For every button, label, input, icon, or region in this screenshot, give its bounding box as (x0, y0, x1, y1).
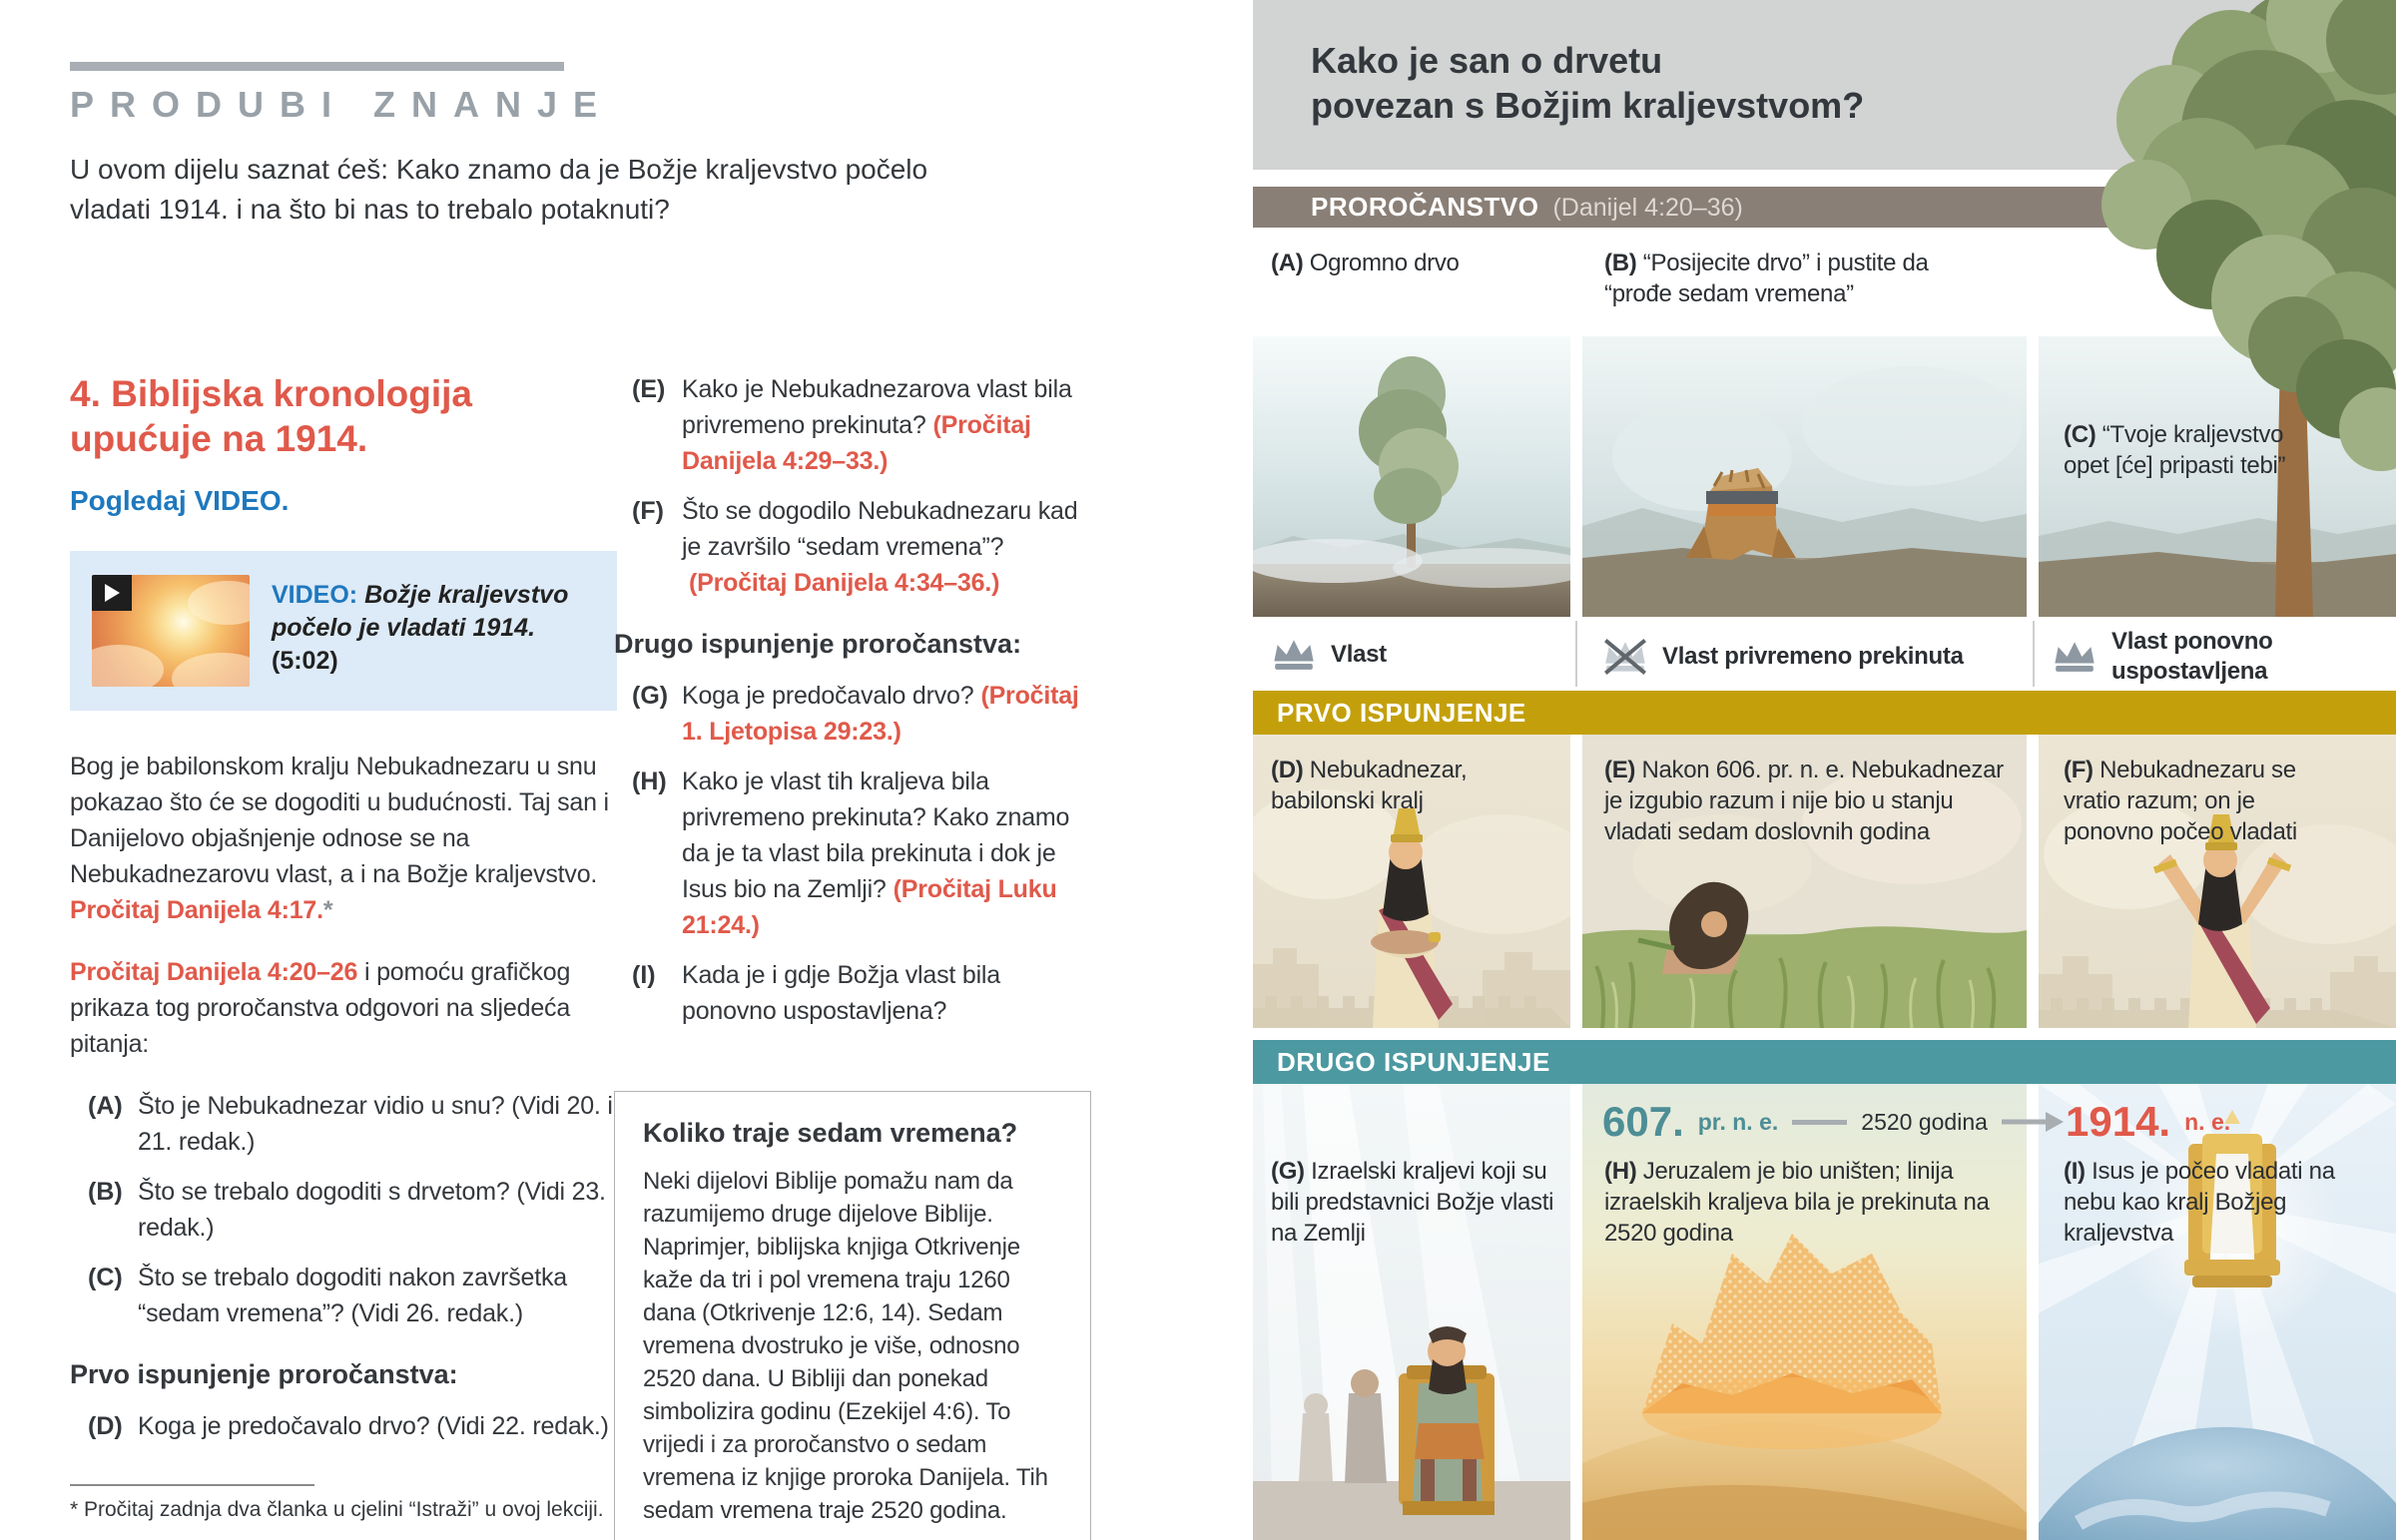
illustration-heavenly-throne (2039, 1084, 2396, 1540)
label-b (1604, 248, 1934, 309)
label-text: “Tvoje kraljevstvo opet [će] pripasti tebi” (2064, 421, 2286, 479)
paragraph-1-text: Bog je babilonskom kralju Nebukadnezaru u snu pokazao što će se dogoditi u budućnosti. Taj san i Danijelovo objašnjenje odnose se na Nebukadnezarovu vlast, a i na Božje kraljevstvo. (70, 753, 609, 888)
label-letter: (H) (1604, 1158, 1637, 1185)
label-letter: (D) (1271, 757, 1304, 783)
question-body: Koga je predočavalo drvo? (682, 682, 974, 710)
question-text (682, 493, 1091, 601)
video-thumbnail[interactable] (92, 575, 250, 687)
second-fulfillment-band: DRUGO ISPUNJENJE (1253, 1040, 2396, 1084)
footnote-block (70, 1484, 617, 1524)
label-letter: (E) (1604, 757, 1636, 783)
label-text: “Posijecite drvo” i pustite da “prođe sedam vremena” (1604, 250, 1929, 307)
legend-label: Vlast (1331, 641, 1387, 668)
question-text: Što je Nebukadnezar vidio u snu? (Vidi 20. i 21. redak.) (138, 1092, 613, 1156)
question-body: Kako je Nebukadnezarova vlast bila privremeno prekinuta? (682, 375, 1072, 439)
legend-divider (2033, 621, 2035, 687)
label-text: Isus je počeo vladati na nebu kao kralj Božjeg kraljevstva (2064, 1158, 2335, 1247)
question-item (632, 678, 1091, 750)
play-button-icon[interactable] (92, 575, 132, 611)
box-title: Koliko traje sedam vremena? (643, 1118, 1018, 1148)
footnote-mark: * (322, 896, 333, 924)
question-letter: (I) (632, 961, 656, 989)
kicker-rule (70, 62, 564, 71)
question-letter: (A) (88, 1092, 123, 1120)
question-letter: (B) (88, 1178, 123, 1206)
crown-icon (1271, 637, 1317, 673)
title-line-1: Kako je san o drvetu (1311, 40, 1663, 81)
video-title: Božje kraljevstvo počelo je vladati 1914. (272, 581, 569, 642)
timeline-span-label: 2520 godina (1861, 1108, 1988, 1135)
question-text: Što se trebalo dogoditi s drvetom? (Vidi 23. redak.) (138, 1178, 606, 1242)
video-duration: (5:02) (272, 647, 338, 675)
label-f (2064, 755, 2343, 847)
legend-rulership-interrupted (1602, 637, 1964, 677)
question-letter: (H) (632, 768, 667, 795)
question-item (88, 1408, 617, 1444)
large-tree-illustration (2052, 0, 2396, 617)
video-box (70, 551, 617, 711)
video-label: VIDEO: (272, 581, 358, 609)
question-item (632, 957, 1091, 1029)
prophecy-band-ref: (Danijel 4:20–36) (1552, 194, 1743, 222)
legend-label: Vlast ponovno uspostavljena (2111, 628, 2273, 685)
label-a (1271, 248, 1550, 278)
left-column (70, 371, 617, 1524)
scripture-link[interactable]: Pročitaj Danijela 4:20–26 (70, 958, 358, 986)
paragraph-2-text: i pomoću grafičkog prikaza tog proročanstva odgovori na sljedeća pitanja: (70, 958, 571, 1058)
legend-rulership-restored (2052, 627, 2381, 687)
question-body: Što se dogodilo Nebukadnezaru kad je završilo “sedam vremena”? (682, 497, 1078, 561)
timeline-start-era: pr. n. e. (1697, 1108, 1779, 1135)
middle-column (614, 371, 1091, 1540)
arrow-right-icon (2002, 1112, 2064, 1132)
label-letter: (I) (2064, 1158, 2086, 1185)
illustration-huge-tree (1253, 336, 1570, 617)
second-fulfillment-heading: Drugo ispunjenje proročanstva: (614, 629, 1022, 659)
label-g (1271, 1156, 1570, 1249)
intro-text: U ovom dijelu saznat ćeš: Kako znamo da je Božje kraljevstvo počelo vladati 1914. i na što bi nas to trebalo potaknuti? (70, 154, 928, 225)
label-text: Nebukadnezaru se vratio razum; on je ponovno počeo vladati (2064, 757, 2297, 845)
question-letter: (C) (88, 1264, 123, 1291)
first-fulfillment-band: PRVO ISPUNJENJE (1253, 691, 2396, 735)
cloud-shape (188, 581, 250, 625)
question-item (632, 764, 1091, 943)
label-e (1604, 755, 2004, 847)
question-text (682, 957, 1091, 1029)
illustration-jerusalem-destroyed (1582, 1084, 2027, 1540)
timeline (1602, 1098, 2064, 1146)
scripture-link[interactable]: (Pročitaj Danijela 4:34–36.) (689, 569, 1000, 597)
timeline-start-year: 607. (1602, 1098, 1684, 1145)
label-letter: (B) (1604, 250, 1637, 276)
paragraph-1 (70, 749, 617, 928)
crown-crossed-icon (1602, 637, 1648, 677)
label-d (1271, 755, 1520, 816)
watch-video-link[interactable]: Pogledaj VIDEO. (70, 485, 290, 516)
seven-times-box (614, 1091, 1091, 1540)
label-letter: (C) (2064, 421, 2096, 448)
box-body: Neki dijelovi Biblije pomažu nam da razumijemo druge dijelove Biblije. Naprimjer, biblijska knjiga Otkrivenje kaže da tri i pol vremena traju 1260 dana (Otkrivenje 12:6, 14). Sedam vremena dvostruko je više, odnosno 2520 dana. U Bibliji dan ponekad simbolizira godinu (Ezekijel 4:6). To vrijedi i za proročanstvo o sedam vremena iz knjige proroka Danijela. Tih sedam vremena traje 2520 godina. (643, 1168, 1048, 1524)
timeline-end (2066, 1098, 2230, 1146)
infographic-page (1253, 0, 2396, 1540)
question-text (682, 764, 1091, 943)
legend-rulership (1271, 637, 1387, 673)
timeline-end-era: n. e. (2184, 1108, 2231, 1135)
cloud-shape (172, 653, 250, 687)
first-fulfillment-heading: Prvo ispunjenje proročanstva: (70, 1359, 458, 1389)
question-letter: (G) (632, 682, 669, 710)
question-item (88, 1260, 617, 1331)
question-body: Kada je i gdje Božja vlast bila ponovno uspostavljena? (682, 961, 1000, 1025)
label-h (1604, 1156, 2004, 1249)
scripture-link[interactable]: (Pročitaj 1. Ljetopisa 29:23.) (682, 682, 1079, 746)
question-item (88, 1174, 617, 1246)
question-text (682, 371, 1091, 479)
scripture-link[interactable]: (Pročitaj Danijela 4:29–33.) (682, 411, 1031, 475)
scripture-link[interactable]: Pročitaj Danijela 4:17. (70, 896, 323, 924)
paragraph-2 (70, 954, 617, 1062)
page-kicker: PRODUBI ZNANJE (70, 84, 614, 125)
label-text: Nakon 606. pr. n. e. Nebukadnezar je izgubio razum i nije bio u stanju vladati sedam doslovnih godina (1604, 757, 2004, 845)
footnote-rule (70, 1484, 314, 1486)
question-body: Kako je vlast tih kraljeva bila privremeno prekinuta? Kako znamo da je ta vlast bila prekinuta i dok je Isus bio na Zemlji? (682, 768, 1070, 903)
title-line-2: povezan s Božjim kraljevstvom? (1311, 85, 1865, 126)
prophecy-band-label: PROROČANSTVO (1311, 192, 1539, 222)
timeline-end-year: 1914. (2066, 1098, 2171, 1145)
question-item (632, 371, 1091, 479)
label-text: Jeruzalem je bio uništen; linija izraelskih kraljeva bila je prekinuta na 2520 godina (1604, 1158, 1990, 1247)
timeline-line (1792, 1120, 1847, 1125)
cloud-shape (92, 645, 164, 687)
question-letter: (E) (632, 375, 666, 403)
infographic-title (1311, 38, 1864, 128)
label-c (2064, 419, 2298, 481)
label-i (2064, 1156, 2363, 1249)
question-text (682, 678, 1091, 750)
illustration-israelite-kings (1253, 1084, 1570, 1540)
question-item (632, 493, 1091, 601)
label-text: Izraelski kraljevi koji su bili predstavnici Božje vlasti na Zemlji (1271, 1158, 1554, 1247)
scripture-link[interactable]: (Pročitaj Luku 21:24.) (682, 875, 1057, 939)
legend-divider (1575, 621, 1577, 687)
crown-icon (2052, 639, 2097, 675)
label-letter: (G) (1271, 1158, 1305, 1185)
label-text: Ogromno drvo (1309, 250, 1460, 276)
label-letter: (F) (2064, 757, 2094, 783)
question-item (88, 1088, 617, 1160)
illustration-tree-stump (1582, 336, 2027, 617)
question-text: Što se trebalo dogoditi nakon završetka “sedam vremena”? (Vidi 26. redak.) (138, 1264, 567, 1327)
question-letter: (D) (88, 1412, 123, 1440)
footnote-text: * Pročitaj zadnja dva članka u cjelini “Istraži” u ovoj lekciji. (70, 1498, 604, 1521)
label-letter: (A) (1271, 250, 1304, 276)
label-text: Nebukadnezar, babilonski kralj (1271, 757, 1468, 814)
video-caption (272, 575, 595, 687)
section-heading: 4. Biblijska kronologija upućuje na 1914. (70, 373, 472, 459)
question-letter: (F) (632, 497, 664, 525)
question-text: Koga je predočavalo drvo? (Vidi 22. redak.) (138, 1412, 609, 1440)
legend-label: Vlast privremeno prekinuta (1662, 643, 1964, 670)
